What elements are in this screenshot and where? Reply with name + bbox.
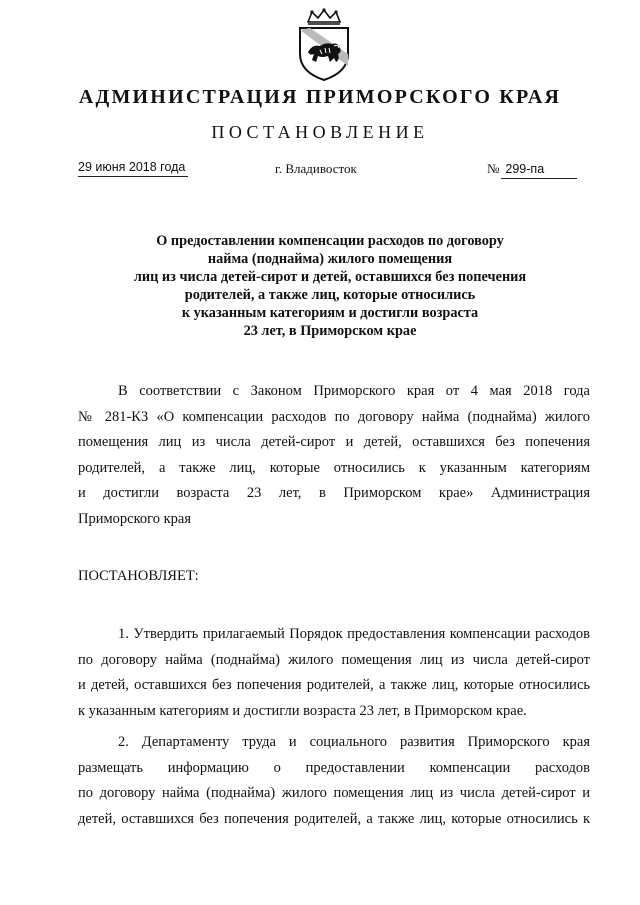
document-subject [120,232,540,340]
number-field [487,161,582,179]
text-line: и детей, оставшихся без попечения родителей, а также лиц, которые относились [78,677,590,693]
number-underline [501,161,577,179]
subject-line: 23 лет, в Приморском крае [243,323,417,339]
text-line: детей, оставшихся без попечения родителей, а также лиц, которые относились к [78,810,590,827]
subject-line: родителей, а также лиц, которые относились [184,287,476,303]
organization-title: АДМИНИСТРАЦИЯ ПРИМОРСКОГО КРАЯ [78,86,562,108]
text-line: помещения лиц из числа детей-сирот и детей, оставшихся без попечения [78,434,590,450]
subject-line: к указанным категориям и достигли возраста [181,305,479,321]
subject-line: лиц из числа детей-сирот и детей, оставшихся без попечения [133,269,527,285]
document-type: ПОСТАНОВЛЕНИЕ [211,122,429,142]
date-field [78,160,188,177]
preamble-paragraph [78,379,590,532]
text-line: родителей, а также лиц, которые относились к указанным категориям [78,459,590,476]
text-line: Приморского края [78,510,192,527]
text-line: размещать информацию о предоставлении компенсации расходов [78,759,590,776]
document-number: 299-па [505,162,545,176]
text-line: по договору найма (поднайма) жилого помещения лиц из числа детей-сирот [78,651,590,668]
text-line: и достигли возраста 23 лет, в Приморском крае» Администрация [78,485,590,501]
text-line: 2. Департаменту труда и социального развития Приморского края [118,734,590,750]
text-line: по договору найма (поднайма) жилого помещения лиц из числа детей-сирот и [78,785,590,801]
city-name: г. Владивосток [275,161,357,176]
text-line: 1. Утвердить прилагаемый Порядок предоставления компенсации расходов [118,626,590,642]
subject-line: найма (поднайма) жилого помещения [207,251,453,267]
document-date: 29 июня 2018 года [78,160,186,174]
text-line: В соответствии с Законом Приморского края от 4 мая 2018 года [118,383,590,399]
subject-line: О предоставлении компенсации расходов по договору [156,233,504,249]
resolves-heading: ПОСТАНОВЛЯЕТ: [78,568,199,584]
text-line: № 281-КЗ «О компенсации расходов по договору найма (поднайма) жилого [78,408,590,425]
text-line: к указанным категориям и достигли возраста 23 лет, в Приморском крае. [78,702,527,719]
number-sign: № [487,161,500,176]
coat-of-arms-icon [294,8,354,82]
item-1-paragraph [78,622,590,724]
item-2-paragraph [78,730,590,832]
